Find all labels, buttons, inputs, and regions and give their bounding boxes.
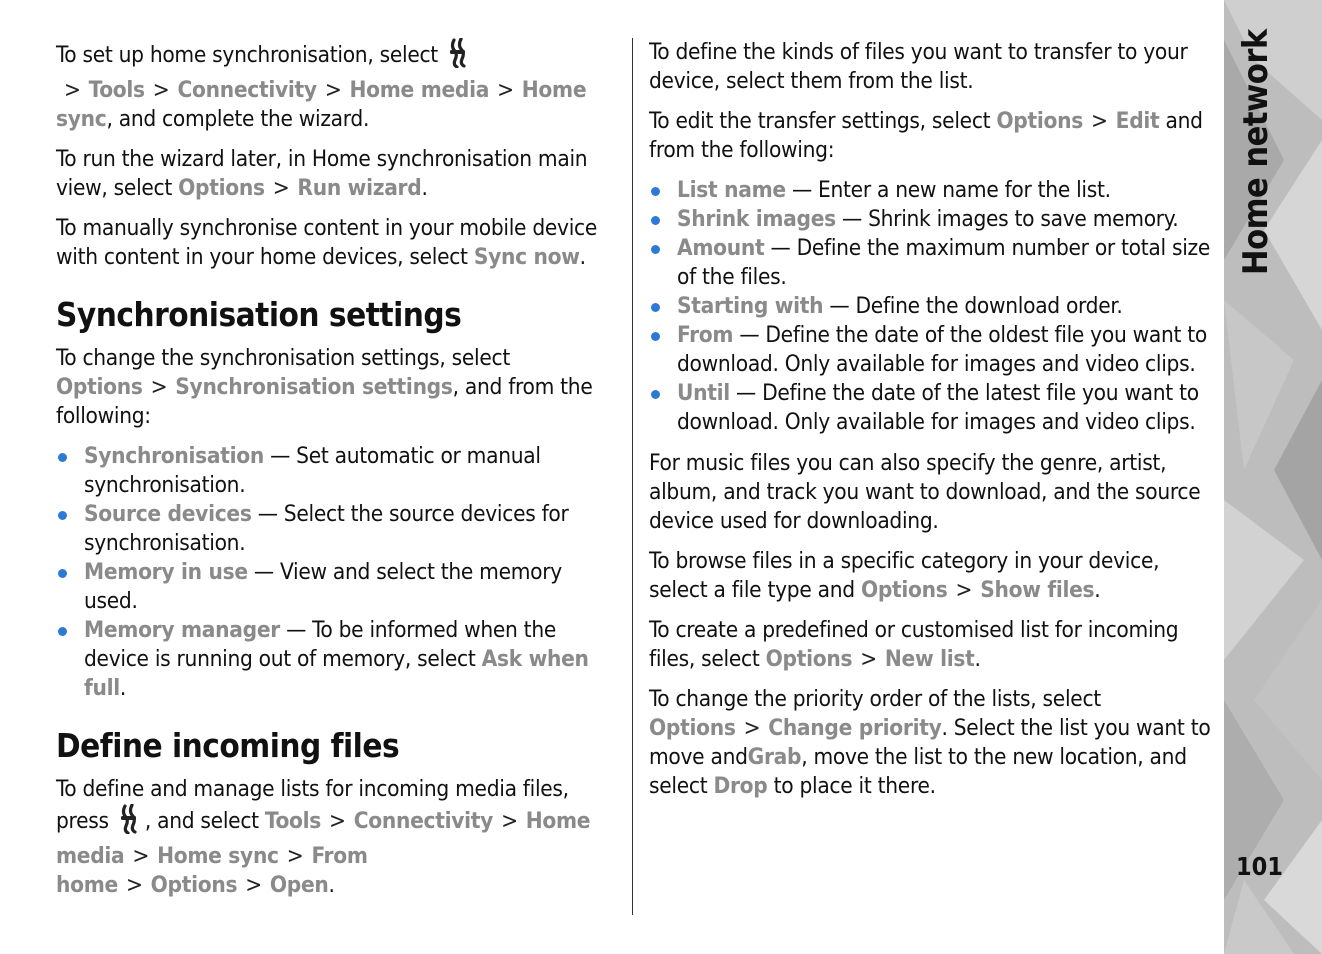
menu-path-tools: Tools: [88, 77, 145, 103]
heading-synchronisation-settings: Synchronisation settings: [56, 295, 462, 334]
left-column: [56, 38, 618, 911]
paragraph-music-files: For music files you can also specify the genre, artist, album, and track you want to download, and the source device used for downloading.: [649, 450, 1201, 534]
paragraph-setup: To set up home synchronisation, select > Tools > Connectivity > Home media > Home sync, and complete the wizard.: [56, 38, 618, 134]
menu-path-home-sync: Home sync: [56, 77, 587, 132]
paragraph-define-kinds: To define the kinds of files you want to transfer to your device, select them from the list.: [649, 39, 1188, 94]
paragraph-new-list: To create a predefined or customised list for incoming files, select Options > New list.: [649, 617, 1179, 672]
list-item: Memory in use — View and select the memory used.: [56, 558, 618, 616]
transfer-settings-list: [649, 176, 1215, 437]
sync-settings-list: [56, 442, 618, 703]
list-item: Source devices — Select the source devices for synchronisation.: [56, 500, 618, 558]
paragraph-change-priority: To change the priority order of the lists, select Options > Change priority. Select the list you want to move andGrab, move the list to the new location, and select Drop to place it there.: [649, 686, 1211, 799]
menu-path-connectivity: Connectivity: [177, 77, 317, 103]
heading-define-incoming-files: Define incoming files: [56, 726, 400, 765]
column-divider: [632, 38, 633, 915]
menu-key-icon: [117, 804, 143, 842]
list-item: Starting with — Define the download order.: [649, 292, 1215, 321]
paragraph-run-wizard: To run the wizard later, in Home synchronisation main view, select Options > Run wizard.: [56, 146, 588, 201]
paragraph-incoming-files: To define and manage lists for incoming media files, press , and select Tools > Connectivity > Home media > Home sync > From home > Options > Open.: [56, 776, 591, 898]
menu-key-icon: [446, 38, 472, 76]
paragraph-sync-now: To manually synchronise content in your mobile device with content in your home devices, select Sync now.: [56, 215, 598, 270]
list-item: From — Define the date of the oldest file you want to download. Only available for images and video clips.: [649, 321, 1215, 379]
page-number: 101: [1236, 852, 1283, 881]
paragraph-edit-transfer: To edit the transfer settings, select Options > Edit and from the following:: [649, 108, 1203, 163]
list-item: List name — Enter a new name for the list.: [649, 176, 1215, 205]
list-item: Until — Define the date of the latest file you want to download. Only available for images and video clips.: [649, 379, 1215, 437]
right-column: [649, 38, 1215, 812]
list-item: Shrink images — Shrink images to save memory.: [649, 205, 1215, 234]
list-item: Amount — Define the maximum number or total size of the files.: [649, 234, 1215, 292]
list-item: Memory manager — To be informed when the device is running out of memory, select Ask when full.: [56, 616, 618, 703]
paragraph-browse-files: To browse files in a specific category in your device, select a file type and Options > Show files.: [649, 548, 1160, 603]
paragraph-sync-settings-intro: To change the synchronisation settings, select Options > Synchronisation settings, and from the following:: [56, 345, 593, 429]
list-item: Synchronisation — Set automatic or manual synchronisation.: [56, 442, 618, 500]
menu-path-home-media: Home media: [349, 77, 490, 103]
chapter-title: Home network: [1236, 29, 1276, 275]
